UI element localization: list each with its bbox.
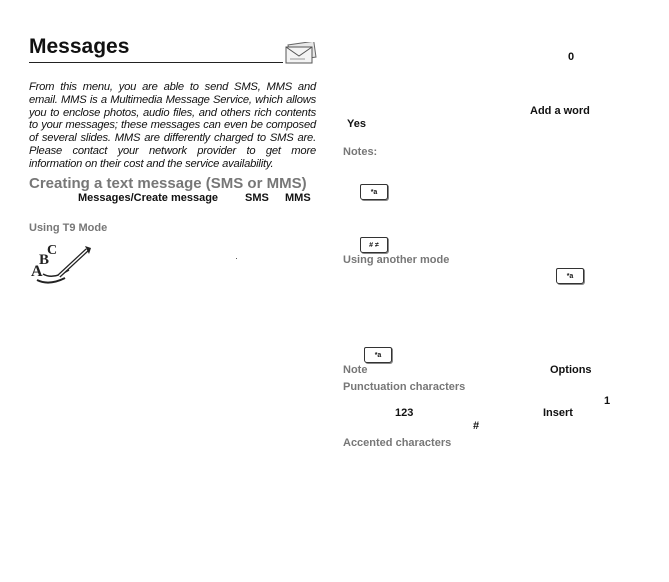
star-key-icon xyxy=(360,184,388,200)
another-mode-heading: Using another mode xyxy=(343,254,450,266)
menu-path: Messages/Create message xyxy=(78,192,219,204)
star-key-icon xyxy=(556,268,584,284)
num-123-label: 123 xyxy=(395,407,414,419)
envelope-stack-icon xyxy=(285,42,317,64)
star-key-icon xyxy=(364,347,392,363)
t9-heading: Using T9 Mode xyxy=(29,222,108,234)
notes-heading: Notes: xyxy=(343,146,378,158)
punctuation-heading: Punctuation characters xyxy=(343,381,466,393)
insert-label: Insert xyxy=(543,407,573,419)
add-word-label: Add a word xyxy=(530,105,590,117)
title-divider xyxy=(29,62,283,63)
mms-option: MMS xyxy=(285,192,311,204)
stray-dot xyxy=(236,258,237,259)
hash-label: # xyxy=(473,420,480,432)
hash-key-icon xyxy=(360,237,388,253)
svg-text:C: C xyxy=(47,243,58,258)
page-title: Messages xyxy=(29,35,130,58)
key-zero: 0 xyxy=(568,51,575,63)
yes-label: Yes xyxy=(347,118,366,130)
intro-paragraph: From this menu, you are able to send SMS, MMS and email. MMS is a Multimedia Message Service, which allows you to enclose photos, audio files, and others rich contents to your messages; these messages can even be composed of several slides. MMS are differently charged to SMS are. Please contact your network provider to get more information on their cost and the service availability. xyxy=(29,81,316,170)
svg-text:A: A xyxy=(31,263,43,280)
svg-text:B: B xyxy=(39,252,50,268)
note-heading: Note xyxy=(343,364,368,376)
star-key-label: *a xyxy=(370,188,378,196)
sms-option: SMS xyxy=(245,192,269,204)
star-key-label: *a xyxy=(374,351,382,359)
section-heading: Creating a text message (SMS or MMS) xyxy=(29,175,307,192)
star-key-label: *a xyxy=(566,272,574,280)
accented-heading: Accented characters xyxy=(343,437,452,449)
hash-key-label: # ≠ xyxy=(369,241,379,249)
t9-abc-logo-icon xyxy=(29,240,93,286)
key-one: 1 xyxy=(604,395,611,407)
options-label: Options xyxy=(550,364,592,376)
